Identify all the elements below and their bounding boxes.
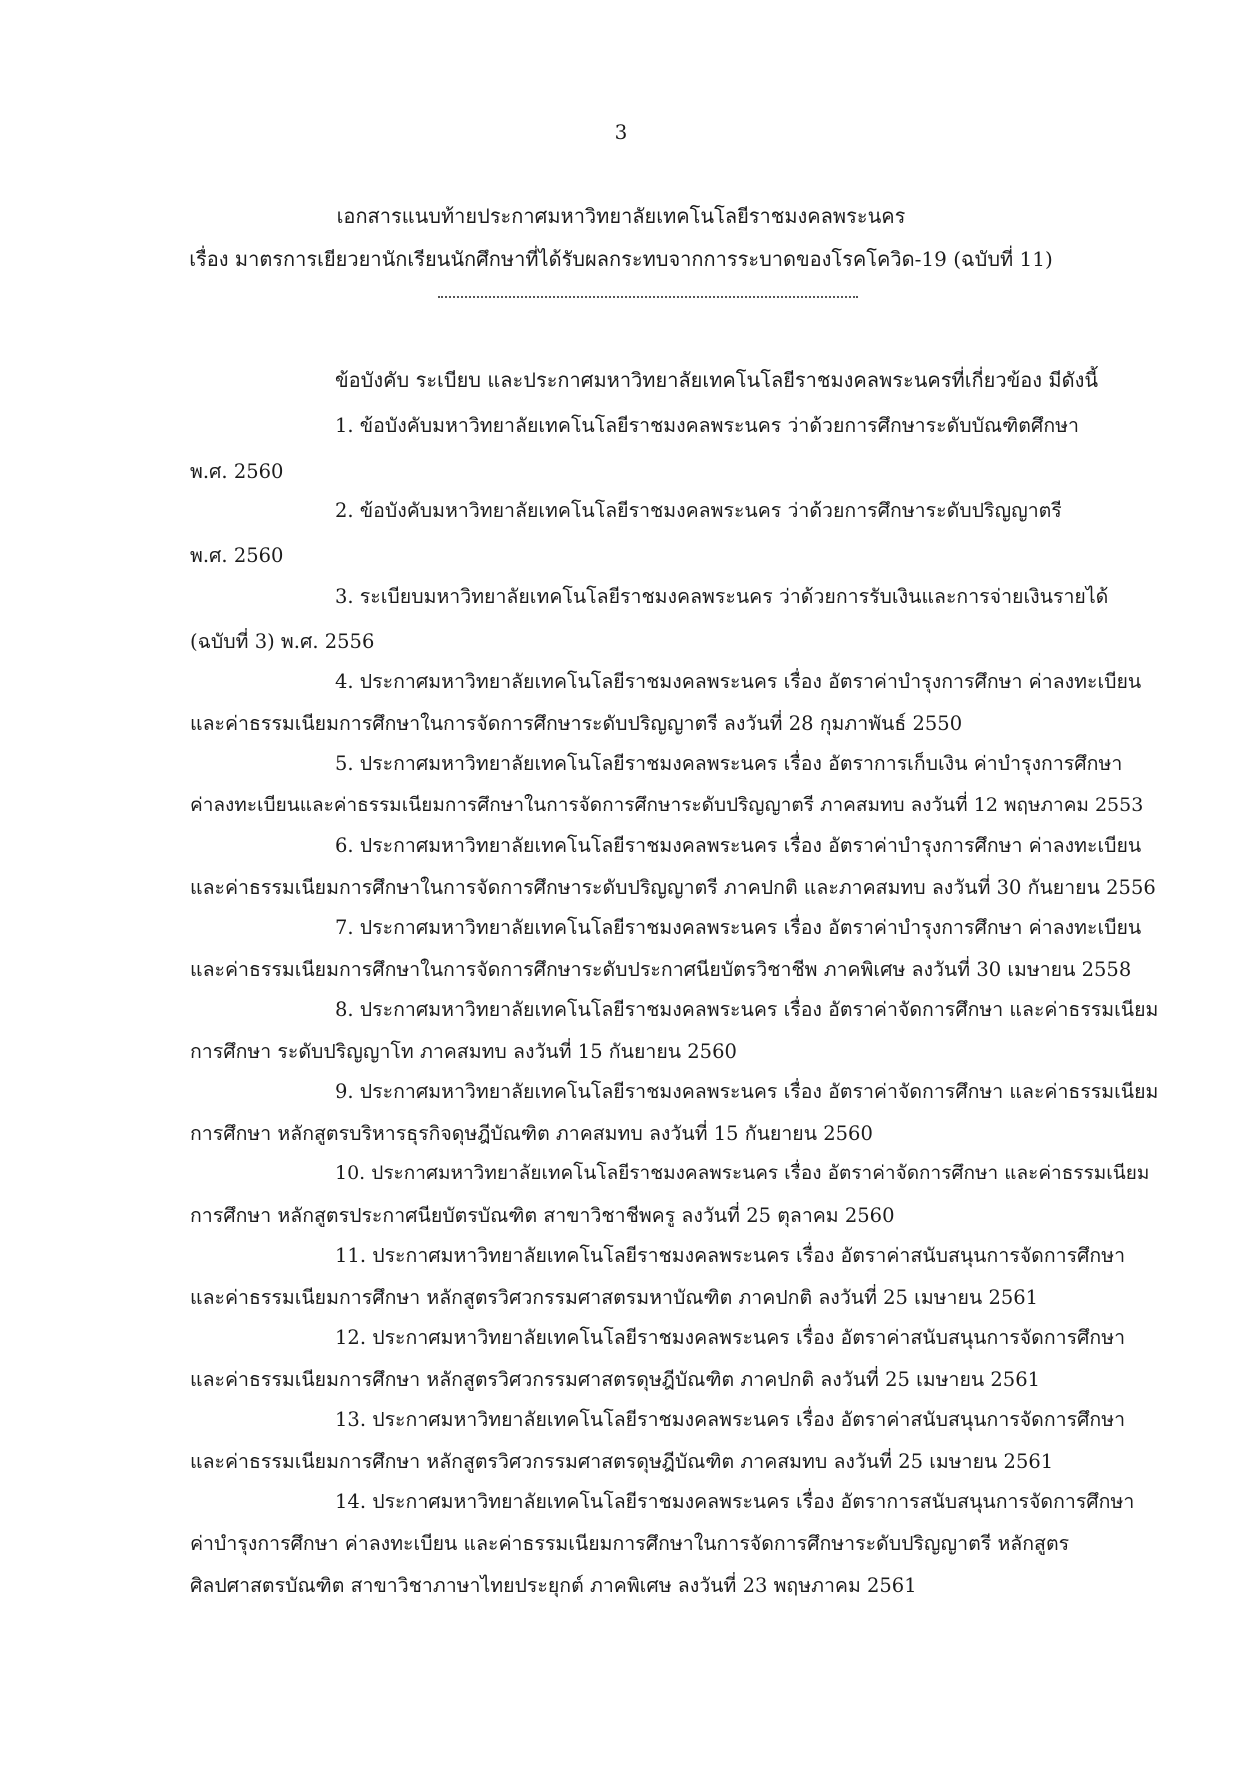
list-item-7-line-2: และค่าธรรมเนียมการศึกษาในการจัดการศึกษาระดับประกาศนียบัตรวิชาชีพ ภาคพิเศษ ลงวันที่ 30 เมษายน 2558 (190, 958, 1132, 981)
list-item-7-line-1: 7. ประกาศมหาวิทยาลัยเทคโนโลยีราชมงคลพระนคร เรื่อง อัตราค่าบำรุงการศึกษา ค่าลงทะเบียน (335, 916, 1142, 939)
intro-paragraph: ข้อบังคับ ระเบียบ และประกาศมหาวิทยาลัยเทคโนโลยีราชมงคลพระนครที่เกี่ยวข้อง มีดังนี้ (335, 368, 1099, 392)
list-item-12-line-2: และค่าธรรมเนียมการศึกษา หลักสูตรวิศวกรรมศาสตรดุษฎีบัณฑิต ภาคปกติ ลงวันที่ 25 เมษายน 2561 (190, 1368, 1041, 1391)
list-item-6-line-1: 6. ประกาศมหาวิทยาลัยเทคโนโลยีราชมงคลพระนคร เรื่อง อัตราค่าบำรุงการศึกษา ค่าลงทะเบียน (335, 834, 1142, 857)
list-item-3-line-1: 3. ระเบียบมหาวิทยาลัยเทคโนโลยีราชมงคลพระนคร ว่าด้วยการรับเงินและการจ่ายเงินรายได้ (335, 585, 1109, 608)
document-title-line-1: เอกสารแนบท้ายประกาศมหาวิทยาลัยเทคโนโลยีราชมงคลพระนคร (336, 204, 906, 228)
list-item-8-line-2: การศึกษา ระดับปริญญาโท ภาคสมทบ ลงวันที่ 15 กันยายน 2560 (190, 1040, 737, 1063)
list-item-5-line-2: ค่าลงทะเบียนและค่าธรรมเนียมการศึกษาในการจัดการศึกษาระดับปริญญาตรี ภาคสมทบ ลงวันที่ 12 พฤษภาคม 2553 (190, 794, 1144, 816)
list-item-11-line-2: และค่าธรรมเนียมการศึกษา หลักสูตรวิศวกรรมศาสตรมหาบัณฑิต ภาคปกติ ลงวันที่ 25 เมษายน 2561 (190, 1286, 1039, 1309)
list-item-13-line-2: และค่าธรรมเนียมการศึกษา หลักสูตรวิศวกรรมศาสตรดุษฎีบัณฑิต ภาคสมทบ ลงวันที่ 25 เมษายน 2561 (190, 1450, 1054, 1473)
list-item-14-line-2: ค่าบำรุงการศึกษา ค่าลงทะเบียน และค่าธรรมเนียมการศึกษาในการจัดการศึกษาระดับปริญญาตรี หลักสูตร (190, 1532, 1070, 1555)
list-item-9-line-1: 9. ประกาศมหาวิทยาลัยเทคโนโลยีราชมงคลพระนคร เรื่อง อัตราค่าจัดการศึกษา และค่าธรรมเนียม (335, 1080, 1159, 1103)
list-item-1-line-2: พ.ศ. 2560 (190, 460, 284, 483)
page-number: 3 (614, 120, 628, 144)
list-item-4-line-2: และค่าธรรมเนียมการศึกษาในการจัดการศึกษาระดับปริญญาตรี ลงวันที่ 28 กุมภาพันธ์ 2550 (190, 712, 963, 735)
list-item-9-line-2: การศึกษา หลักสูตรบริหารธุรกิจดุษฎีบัณฑิต ภาคสมทบ ลงวันที่ 15 กันยายน 2560 (190, 1122, 873, 1145)
list-item-6-line-2: และค่าธรรมเนียมการศึกษาในการจัดการศึกษาระดับปริญญาตรี ภาคปกติ และภาคสมทบ ลงวันที่ 30 กันยายน 2556 (190, 876, 1156, 899)
list-item-12-line-1: 12. ประกาศมหาวิทยาลัยเทคโนโลยีราชมงคลพระนคร เรื่อง อัตราค่าสนับสนุนการจัดการศึกษา (335, 1326, 1126, 1349)
list-item-10-line-2: การศึกษา หลักสูตรประกาศนียบัตรบัณฑิต สาขาวิชาชีพครู ลงวันที่ 25 ตุลาคม 2560 (190, 1204, 895, 1227)
list-item-14-line-3: ศิลปศาสตรบัณฑิต สาขาวิชาภาษาไทยประยุกต์ ภาคพิเศษ ลงวันที่ 23 พฤษภาคม 2561 (190, 1574, 917, 1597)
dotted-separator (438, 296, 858, 298)
list-item-11-line-1: 11. ประกาศมหาวิทยาลัยเทคโนโลยีราชมงคลพระนคร เรื่อง อัตราค่าสนับสนุนการจัดการศึกษา (335, 1244, 1126, 1267)
list-item-2-line-1: 2. ข้อบังคับมหาวิทยาลัยเทคโนโลยีราชมงคลพระนคร ว่าด้วยการศึกษาระดับปริญญาตรี (335, 499, 1062, 522)
list-item-13-line-1: 13. ประกาศมหาวิทยาลัยเทคโนโลยีราชมงคลพระนคร เรื่อง อัตราค่าสนับสนุนการจัดการศึกษา (335, 1408, 1126, 1431)
list-item-8-line-1: 8. ประกาศมหาวิทยาลัยเทคโนโลยีราชมงคลพระนคร เรื่อง อัตราค่าจัดการศึกษา และค่าธรรมเนียม (335, 998, 1159, 1021)
list-item-5-line-1: 5. ประกาศมหาวิทยาลัยเทคโนโลยีราชมงคลพระนคร เรื่อง อัตราการเก็บเงิน ค่าบำรุงการศึกษา (335, 752, 1123, 775)
list-item-2-line-2: พ.ศ. 2560 (190, 544, 284, 567)
list-item-1-line-1: 1. ข้อบังคับมหาวิทยาลัยเทคโนโลยีราชมงคลพระนคร ว่าด้วยการศึกษาระดับบัณฑิตศึกษา (335, 414, 1079, 437)
list-item-3-line-2: (ฉบับที่ 3) พ.ศ. 2556 (190, 630, 375, 653)
list-item-10-line-1: 10. ประกาศมหาวิทยาลัยเทคโนโลยีราชมงคลพระนคร เรื่อง อัตราค่าจัดการศึกษา และค่าธรรมเนียม (335, 1162, 1150, 1184)
list-item-4-line-1: 4. ประกาศมหาวิทยาลัยเทคโนโลยีราชมงคลพระนคร เรื่อง อัตราค่าบำรุงการศึกษา ค่าลงทะเบียน (335, 670, 1142, 693)
list-item-14-line-1: 14. ประกาศมหาวิทยาลัยเทคโนโลยีราชมงคลพระนคร เรื่อง อัตราการสนับสนุนการจัดการศึกษา (335, 1490, 1135, 1513)
document-title-line-2: เรื่อง มาตรการเยียวยานักเรียนนักศึกษาที่ได้รับผลกระทบจากการระบาดของโรคโควิด-19 (ฉบับที่ 11) (189, 247, 1053, 271)
